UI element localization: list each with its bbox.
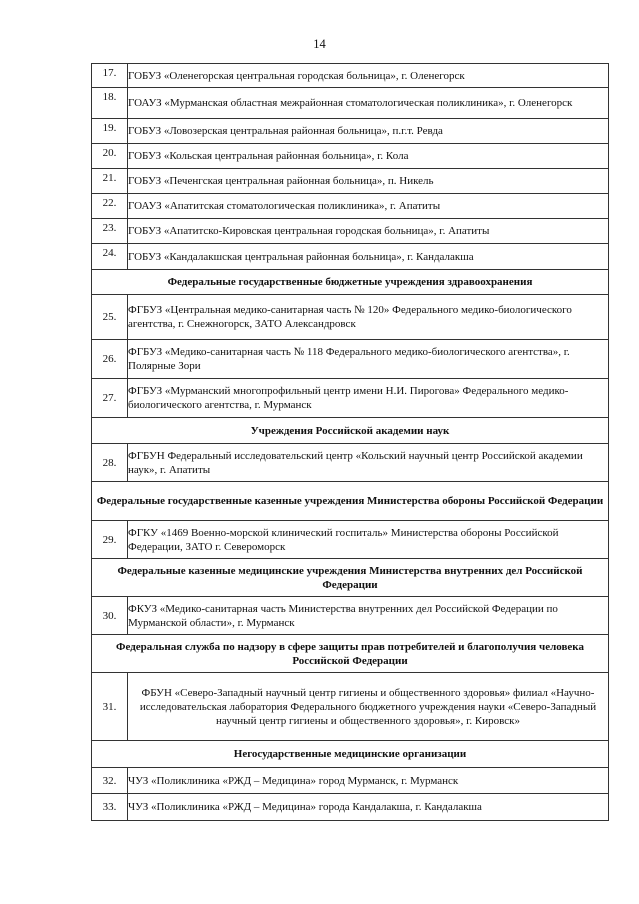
table-row xyxy=(92,144,609,169)
row-text: ГОБУЗ «Ловозерская центральная районная больница», п.г.т. Ревда xyxy=(128,119,609,144)
row-number: 24. xyxy=(92,244,128,270)
row-text: ФГБУЗ «Центральная медико-санитарная часть № 120» Федерального медико-биологического агентства, г. Снежногорск, ЗАТО Александровск xyxy=(128,295,609,340)
row-text: ГОАУЗ «Апатитская стоматологическая поликлиника», г. Апатиты xyxy=(128,194,609,219)
row-text: ГОАУЗ «Мурманская областная межрайонная стоматологическая поликлиника», г. Оленегорск xyxy=(128,88,609,119)
section-title: Негосударственные медицинские организации xyxy=(92,741,609,768)
table-row xyxy=(92,219,609,244)
row-text: ФГКУ «1469 Военно-морской клинический госпиталь» Министерства обороны Российской Федерации, ЗАТО г. Североморск xyxy=(128,521,609,559)
row-text: ГОБУЗ «Кольская центральная районная больница», г. Кола xyxy=(128,144,609,169)
row-text: ФБУН «Северо-Западный научный центр гигиены и общественного здоровья» филиал «Научно-исследовательская лаборатория Федерального бюджетного учреждения науки «Северо-Западный научный центр гигиены и общественного здоровья», г. Кировск» xyxy=(128,673,609,741)
row-number: 32. xyxy=(92,768,128,794)
section-title: Федеральные казенные медицинские учреждения Министерства внутренних дел Российской Федерации xyxy=(92,559,609,597)
table-row xyxy=(92,340,609,379)
section-header xyxy=(92,482,609,521)
table-row xyxy=(92,295,609,340)
table-row xyxy=(92,768,609,794)
row-text: ГОБУЗ «Печенгская центральная районная больница», п. Никель xyxy=(128,169,609,194)
section-title: Федеральная служба по надзору в сфере защиты прав потребителей и благополучия человека Российской Федерации xyxy=(92,635,609,673)
table-row xyxy=(92,444,609,482)
table-row xyxy=(92,521,609,559)
row-text: ФГБУЗ «Мурманский многопрофильный центр имени Н.И. Пирогова» Федерального медико-биологического агентства, г. Мурманск xyxy=(128,379,609,418)
row-number: 21. xyxy=(92,169,128,194)
section-title: Федеральные государственные бюджетные учреждения здравоохранения xyxy=(92,270,609,295)
row-text: ЧУЗ «Поликлиника «РЖД – Медицина» города Кандалакша, г. Кандалакша xyxy=(128,794,609,821)
row-text: ГОБУЗ «Оленегорская центральная городская больница», г. Оленегорск xyxy=(128,64,609,88)
row-number: 33. xyxy=(92,794,128,821)
row-text: ФКУЗ «Медико-санитарная часть Министерства внутренних дел Российской Федерации по Мурманской области», г. Мурманск xyxy=(128,597,609,635)
section-header xyxy=(92,418,609,444)
row-text: ФГБУЗ «Медико-санитарная часть № 118 Федерального медико-биологического агентства», г. Полярные Зори xyxy=(128,340,609,379)
table-row xyxy=(92,794,609,821)
row-number: 19. xyxy=(92,119,128,144)
section-header xyxy=(92,559,609,597)
table-row xyxy=(92,169,609,194)
row-number: 20. xyxy=(92,144,128,169)
section-header xyxy=(92,741,609,768)
row-number: 26. xyxy=(92,340,128,379)
row-number: 22. xyxy=(92,194,128,219)
section-header xyxy=(92,270,609,295)
row-number: 31. xyxy=(92,673,128,741)
section-title: Учреждения Российской академии наук xyxy=(92,418,609,444)
row-number: 30. xyxy=(92,597,128,635)
table-row xyxy=(92,673,609,741)
table-row xyxy=(92,64,609,88)
row-number: 18. xyxy=(92,88,128,119)
row-number: 27. xyxy=(92,379,128,418)
table-row xyxy=(92,194,609,219)
section-title: Федеральные государственные казенные учреждения Министерства обороны Российской Федерации xyxy=(92,482,609,521)
row-number: 28. xyxy=(92,444,128,482)
row-number: 17. xyxy=(92,64,128,88)
row-text: ФГБУН Федеральный исследовательский центр «Кольский научный центр Российской академии наук», г. Апатиты xyxy=(128,444,609,482)
page-number: 14 xyxy=(313,37,326,51)
table-row xyxy=(92,119,609,144)
table-row xyxy=(92,88,609,119)
organizations-table xyxy=(91,63,609,821)
table-row xyxy=(92,597,609,635)
row-number: 29. xyxy=(92,521,128,559)
table-row xyxy=(92,379,609,418)
row-number: 23. xyxy=(92,219,128,244)
row-text: ГОБУЗ «Кандалакшская центральная районная больница», г. Кандалакша xyxy=(128,244,609,270)
section-header xyxy=(92,635,609,673)
table-row xyxy=(92,244,609,270)
row-text: ЧУЗ «Поликлиника «РЖД – Медицина» город Мурманск, г. Мурманск xyxy=(128,768,609,794)
row-number: 25. xyxy=(92,295,128,340)
row-text: ГОБУЗ «Апатитско-Кировская центральная городская больница», г. Апатиты xyxy=(128,219,609,244)
